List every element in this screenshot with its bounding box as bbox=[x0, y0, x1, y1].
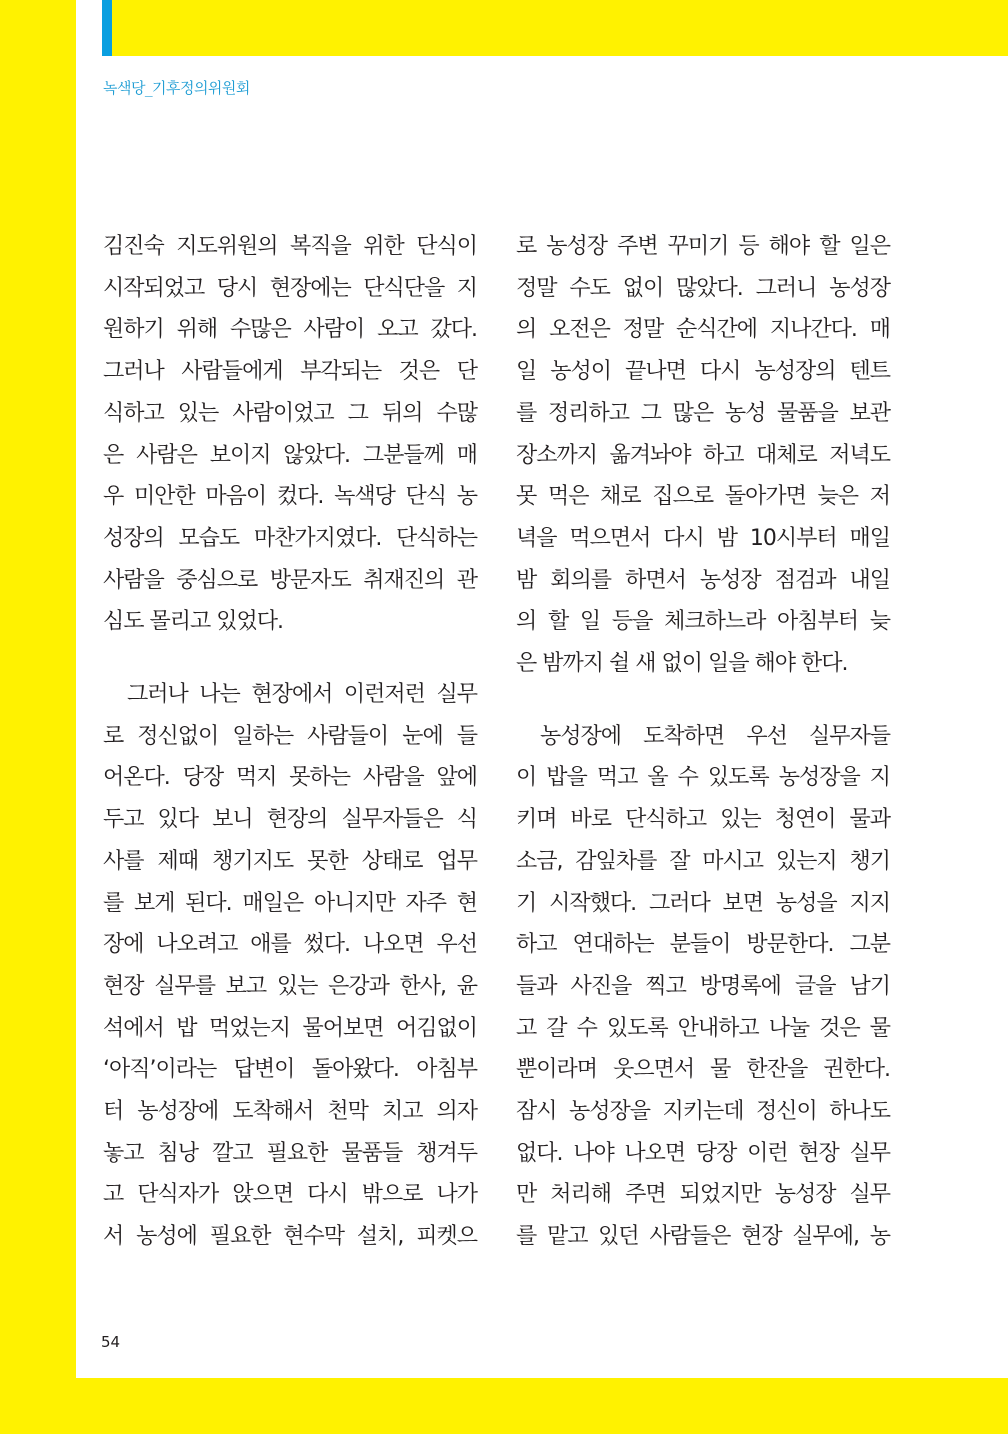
text-line: 사를 제때 챙기지도 못한 상태로 업무 bbox=[103, 848, 477, 874]
text-line: 시작되었고 당시 현장에는 단식단을 지 bbox=[103, 275, 477, 301]
text-line: 농성장에 도착하면 우선 실무자들 bbox=[540, 723, 890, 749]
text-line: 그러나 나는 현장에서 이런저런 실무 bbox=[127, 682, 477, 708]
text-line: 일 농성이 끝나면 다시 농성장의 텐트 bbox=[516, 359, 890, 385]
text-line: 그러나 사람들에게 부각되는 것은 단 bbox=[103, 359, 477, 385]
text-line: 고 단식자가 앉으면 다시 밖으로 나가 bbox=[103, 1182, 477, 1208]
blue-accent-bar bbox=[102, 0, 112, 56]
text-line: 의 할 일 등을 체크하느라 아침부터 늦 bbox=[516, 609, 890, 635]
text-line: 두고 있다 보니 현장의 실무자들은 식 bbox=[103, 807, 477, 833]
text-line: 뿐이라며 웃으면서 물 한잔을 권한다. bbox=[516, 1057, 890, 1083]
text-line: 잠시 농성장을 지키는데 정신이 하나도 bbox=[516, 1099, 890, 1125]
running-header: 녹색당_기후정의위원회 bbox=[103, 79, 250, 97]
page-number: 54 bbox=[101, 1333, 121, 1351]
text-line: 를 맡고 있던 사람들은 현장 실무에, 농 bbox=[516, 1224, 890, 1250]
text-line: 석에서 밥 먹었는지 물어보면 어김없이 bbox=[103, 1015, 477, 1041]
text-line: 장에 나오려고 애를 썼다. 나오면 우선 bbox=[103, 932, 477, 958]
text-line: 녁을 먹으면서 다시 밤 10시부터 매일 bbox=[516, 525, 890, 551]
bottom-accent-bar bbox=[0, 1378, 1008, 1434]
text-line: ‘아직’이라는 답변이 돌아왔다. 아침부 bbox=[103, 1057, 477, 1083]
text-line: 를 보게 된다. 매일은 아니지만 자주 현 bbox=[103, 890, 477, 916]
text-line: 소금, 감잎차를 잘 마시고 있는지 챙기 bbox=[516, 848, 890, 874]
left-accent-bar bbox=[0, 0, 76, 1434]
text-line: 고 갈 수 있도록 안내하고 나눌 것은 물 bbox=[516, 1015, 890, 1041]
text-line: 의 오전은 정말 순식간에 지나간다. 매 bbox=[516, 317, 890, 343]
text-line: 우 미안한 마음이 컸다. 녹색당 단식 농 bbox=[103, 484, 477, 510]
paragraph bbox=[516, 716, 890, 1258]
text-line: 하고 연대하는 분들이 방문한다. 그분 bbox=[516, 932, 890, 958]
text-line: 키며 바로 단식하고 있는 청연이 물과 bbox=[516, 807, 890, 833]
text-line: 기 시작했다. 그러다 보면 농성을 지지 bbox=[516, 890, 890, 916]
right-column bbox=[516, 226, 890, 1258]
text-line: 들과 사진을 찍고 방명록에 글을 남기 bbox=[516, 973, 890, 999]
left-column bbox=[103, 226, 477, 1258]
text-line: 현장 실무를 보고 있는 은강과 한사, 윤 bbox=[103, 973, 477, 999]
text-line: 장소까지 옮겨놔야 하고 대체로 저녁도 bbox=[516, 442, 890, 468]
text-line: 성장의 모습도 마찬가지였다. 단식하는 bbox=[103, 525, 477, 551]
text-line: 은 사람은 보이지 않았다. 그분들께 매 bbox=[103, 442, 477, 468]
text-line: 사람을 중심으로 방문자도 취재진의 관 bbox=[103, 567, 477, 593]
text-line: 밤 회의를 하면서 농성장 점검과 내일 bbox=[516, 567, 890, 593]
text-line: 이 밥을 먹고 올 수 있도록 농성장을 지 bbox=[516, 765, 890, 791]
paragraph bbox=[103, 674, 477, 1258]
text-line: 놓고 침낭 깔고 필요한 물품들 챙겨두 bbox=[103, 1140, 477, 1166]
text-line: 심도 몰리고 있었다. bbox=[103, 609, 283, 635]
text-line: 은 밤까지 쉴 새 없이 일을 해야 한다. bbox=[516, 651, 848, 677]
top-accent-bar bbox=[112, 0, 1008, 56]
text-line: 없다. 나야 나오면 당장 이런 현장 실무 bbox=[516, 1140, 890, 1166]
text-line: 로 정신없이 일하는 사람들이 눈에 들 bbox=[103, 723, 477, 749]
text-line: 정말 수도 없이 많았다. 그러니 농성장 bbox=[516, 275, 890, 301]
text-line: 어온다. 당장 먹지 못하는 사람을 앞에 bbox=[103, 765, 477, 791]
text-line: 서 농성에 필요한 현수막 설치, 피켓으 bbox=[103, 1224, 477, 1250]
text-line: 김진숙 지도위원의 복직을 위한 단식이 bbox=[103, 234, 477, 259]
text-line: 만 처리해 주면 되었지만 농성장 실무 bbox=[516, 1182, 890, 1208]
text-line: 원하기 위해 수많은 사람이 오고 갔다. bbox=[103, 317, 477, 343]
text-line: 로 농성장 주변 꾸미기 등 해야 할 일은 bbox=[516, 234, 890, 259]
text-line: 못 먹은 채로 집으로 돌아가면 늦은 저 bbox=[516, 484, 890, 510]
text-line: 를 정리하고 그 많은 농성 물품을 보관 bbox=[516, 400, 890, 426]
text-line: 식하고 있는 사람이었고 그 뒤의 수많 bbox=[103, 400, 477, 426]
paragraph bbox=[516, 226, 890, 685]
text-line: 터 농성장에 도착해서 천막 치고 의자 bbox=[103, 1099, 477, 1125]
paragraph bbox=[103, 226, 477, 643]
